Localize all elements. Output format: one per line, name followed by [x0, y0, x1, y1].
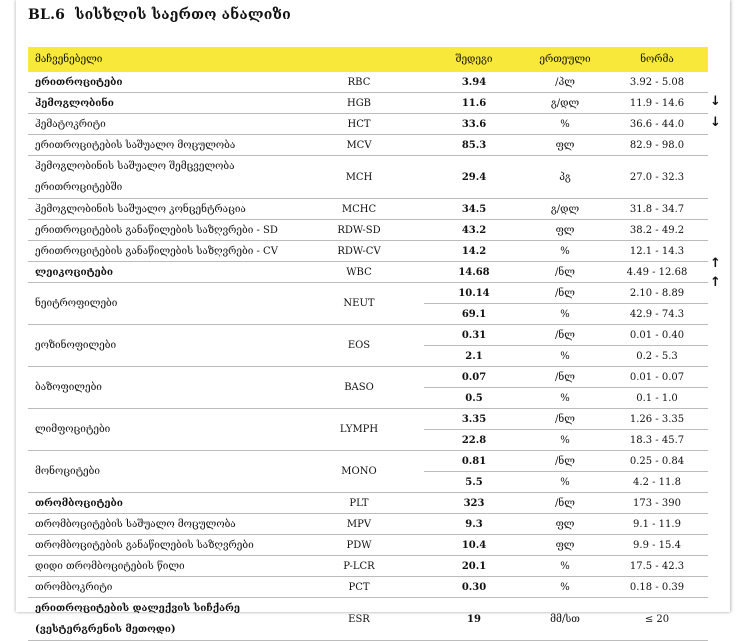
test-norm: 3.92 - 5.08: [629, 76, 685, 88]
header-norm: ნორმა: [640, 54, 674, 65]
test-name: თრომბოციტების განაწილების საზღვრები: [35, 539, 254, 551]
test-name: ჰემოგლობინის საშუალო კონცენტრაცია: [35, 203, 246, 215]
test-name: ლეიკოციტები: [35, 266, 114, 278]
test-name: დიდი თრომბოციტების წილი: [35, 560, 185, 572]
arrow-down-icon: ↓: [710, 94, 721, 109]
test-abbr: P-LCR: [343, 560, 375, 572]
header-abbr: [294, 47, 424, 72]
test-abbr: RDW-SD: [337, 224, 381, 236]
test-result: 0.07: [461, 371, 487, 383]
table-row: [28, 283, 708, 325]
test-abbr: RBC: [347, 76, 371, 88]
test-norm: 1.26 - 3.35: [629, 413, 685, 425]
test-norm-percent: 0.1 - 1.0: [606, 387, 708, 408]
table-row: [28, 493, 708, 514]
test-norm-percent: 4.2 - 11.8: [606, 471, 708, 492]
test-unit: /ნლ: [555, 455, 575, 467]
table-row: [28, 135, 708, 156]
test-unit-cell: [524, 367, 606, 409]
test-unit: ფლ: [555, 139, 575, 151]
test-unit: /ნლ: [555, 287, 575, 299]
test-abbr: WBC: [346, 266, 372, 278]
test-unit-cell: [524, 451, 606, 493]
test-unit: /ნლ: [555, 497, 575, 509]
test-name: ერითროციტების საშუალო მოცულობა: [35, 139, 236, 151]
test-abbr: MCV: [346, 139, 372, 151]
test-result: 0.81: [461, 455, 487, 467]
table-row: [28, 451, 708, 493]
test-result-percent: 22.8: [424, 429, 524, 450]
test-result-percent: 0.5: [424, 387, 524, 408]
test-name: მონოციტები: [35, 466, 100, 477]
table-row: [28, 114, 708, 135]
test-abbr: HCT: [347, 118, 371, 130]
table-row: [28, 156, 708, 199]
test-name: ჰემოგლობინის საშუალო შემცველობა ერითროციტებში: [35, 161, 235, 193]
test-result-cell: [424, 283, 524, 325]
test-result: 33.6: [461, 118, 487, 130]
test-result: 10.14: [458, 287, 490, 299]
test-result: 85.3: [461, 139, 487, 151]
test-abbr: MCHC: [341, 203, 377, 215]
test-result-percent: 69.1: [424, 303, 524, 324]
arrow-down-icon: ↓: [710, 115, 721, 130]
table-row: [28, 367, 708, 409]
test-result: 3.94: [461, 76, 487, 88]
table-row: [28, 241, 708, 262]
test-result: 34.5: [461, 203, 487, 215]
test-result-cell: [424, 451, 524, 493]
test-result: 3.35: [461, 413, 487, 425]
test-name: ნეიტროფილები: [35, 298, 118, 309]
test-norm-percent: 42.9 - 74.3: [606, 303, 708, 324]
test-unit-percent: %: [524, 429, 606, 450]
test-result: 43.2: [461, 224, 487, 236]
results-table: [28, 47, 708, 641]
test-result: 11.6: [461, 97, 487, 109]
test-norm: 0.18 - 0.39: [629, 581, 685, 593]
header-result: შედეგი: [455, 54, 493, 65]
test-norm: 17.5 - 42.3: [629, 560, 685, 572]
test-name: თრომბოციტები: [35, 497, 123, 509]
test-norm: ≤ 20: [644, 613, 670, 625]
test-abbr: EOS: [347, 340, 371, 351]
test-abbr: RDW-CV: [337, 245, 381, 257]
table-row: [28, 598, 708, 641]
test-name: ერითროციტების განაწილების საზღვრები - CV: [35, 245, 278, 257]
test-unit: /ნლ: [555, 329, 575, 341]
test-unit: %: [560, 245, 570, 257]
test-result-percent: 5.5: [424, 471, 524, 492]
test-norm-percent: 18.3 - 45.7: [606, 429, 708, 450]
table-row: [28, 325, 708, 367]
test-norm: 12.1 - 14.3: [629, 245, 685, 257]
test-name: ბაზოფილები: [35, 382, 102, 393]
test-norm: 4.49 - 12.68: [626, 266, 688, 278]
test-unit: %: [560, 118, 570, 130]
test-name: ერითროციტების განაწილების საზღვრები - SD: [35, 224, 278, 236]
arrow-up-icon: ↑: [710, 256, 721, 271]
test-unit: %: [560, 581, 570, 593]
table-row: [28, 93, 708, 114]
table-header: [28, 47, 708, 72]
test-norm: 11.9 - 14.6: [629, 97, 685, 109]
test-abbr: BASO: [344, 382, 374, 393]
test-unit-percent: %: [524, 345, 606, 366]
test-abbr: PLT: [349, 497, 369, 509]
test-unit: გ/დლ: [550, 97, 580, 109]
table-row: [28, 199, 708, 220]
test-abbr: MONO: [341, 466, 377, 477]
test-name: ერითროციტების დალექვის სიჩქარე (ვესტერგრენის მეთოდი): [35, 603, 241, 635]
test-unit-percent: %: [524, 471, 606, 492]
test-result: 14.68: [458, 266, 490, 278]
test-name: ეოზინოფილები: [35, 340, 117, 351]
test-unit: /პლ: [555, 76, 575, 88]
test-name: თრომბოკრიტი: [35, 581, 113, 593]
test-unit: მმ/სთ: [550, 613, 580, 625]
arrow-up-icon: ↑: [710, 275, 721, 290]
test-abbr: PCT: [348, 581, 370, 593]
table-row: [28, 535, 708, 556]
test-norm: 0.01 - 0.40: [629, 329, 685, 341]
test-unit-percent: %: [524, 387, 606, 408]
test-norm-cell: [606, 325, 708, 367]
table-row: [28, 72, 708, 93]
test-result-cell: [424, 367, 524, 409]
test-norm: 2.10 - 8.89: [629, 287, 685, 299]
test-norm: 27.0 - 32.3: [629, 171, 685, 183]
test-norm-cell: [606, 283, 708, 325]
test-norm-percent: 0.2 - 5.3: [606, 345, 708, 366]
test-norm: 9.1 - 11.9: [633, 518, 681, 530]
test-result: 9.3: [465, 518, 483, 530]
test-unit: ფლ: [555, 518, 575, 530]
test-unit: /ნლ: [555, 266, 575, 278]
test-unit: /ნლ: [555, 413, 575, 425]
test-unit: გ/დლ: [550, 203, 580, 215]
test-name: ერითროციტები: [35, 76, 123, 88]
test-norm: 82.9 - 98.0: [629, 139, 685, 151]
test-unit-percent: %: [524, 303, 606, 324]
test-result: 323: [463, 497, 485, 509]
test-norm: 9.9 - 15.4: [633, 539, 681, 551]
test-result: 20.1: [461, 560, 487, 572]
test-result: 10.4: [461, 539, 487, 551]
test-unit: /ნლ: [555, 371, 575, 383]
test-result-cell: [424, 325, 524, 367]
test-abbr: NEUT: [343, 298, 375, 309]
test-unit-cell: [524, 409, 606, 451]
test-norm: 173 - 390: [633, 497, 681, 509]
section-title: სისხლის საერთო ანალიზი: [75, 7, 291, 23]
table-row: [28, 556, 708, 577]
test-name: თრომბოციტების საშუალო მოცულობა: [35, 518, 236, 530]
table-row: [28, 409, 708, 451]
test-unit-cell: [524, 283, 606, 325]
test-name: ლიმფოციტები: [35, 424, 111, 435]
table-row: [28, 577, 708, 598]
test-norm: 38.2 - 49.2: [629, 224, 685, 236]
test-result: 29.4: [461, 171, 487, 183]
test-name: ჰემოგლობინი: [35, 97, 114, 109]
test-abbr: ESR: [348, 613, 370, 625]
test-norm-cell: [606, 367, 708, 409]
test-name: ჰემატოკრიტი: [35, 118, 106, 130]
test-abbr: LYMPH: [339, 424, 379, 435]
test-unit: ფლ: [555, 224, 575, 236]
test-abbr: PDW: [346, 539, 372, 551]
table-row: [28, 262, 708, 283]
test-norm-cell: [606, 451, 708, 493]
test-result: 14.2: [461, 245, 487, 257]
test-result: 19: [467, 613, 481, 625]
header-name: მაჩვენებელი: [35, 54, 103, 65]
table-row: [28, 514, 708, 535]
section-code: BL.6: [28, 7, 66, 23]
page-title: [28, 7, 291, 23]
test-norm: 31.8 - 34.7: [629, 203, 685, 215]
test-unit: პგ: [559, 171, 571, 183]
test-norm: 0.01 - 0.07: [629, 371, 685, 383]
test-unit: ფლ: [555, 539, 575, 551]
test-result: 0.31: [461, 329, 487, 341]
test-result-cell: [424, 409, 524, 451]
test-unit: %: [560, 560, 570, 572]
test-norm: 36.6 - 44.0: [629, 118, 685, 130]
test-unit-cell: [524, 325, 606, 367]
test-result-percent: 2.1: [424, 345, 524, 366]
test-norm-cell: [606, 409, 708, 451]
test-abbr: MCH: [345, 171, 373, 183]
table-row: [28, 220, 708, 241]
test-abbr: HGB: [346, 97, 372, 109]
test-result: 0.30: [461, 581, 487, 593]
test-norm: 0.25 - 0.84: [629, 455, 685, 467]
test-abbr: MPV: [346, 518, 372, 530]
header-unit: ერთეული: [539, 54, 591, 65]
